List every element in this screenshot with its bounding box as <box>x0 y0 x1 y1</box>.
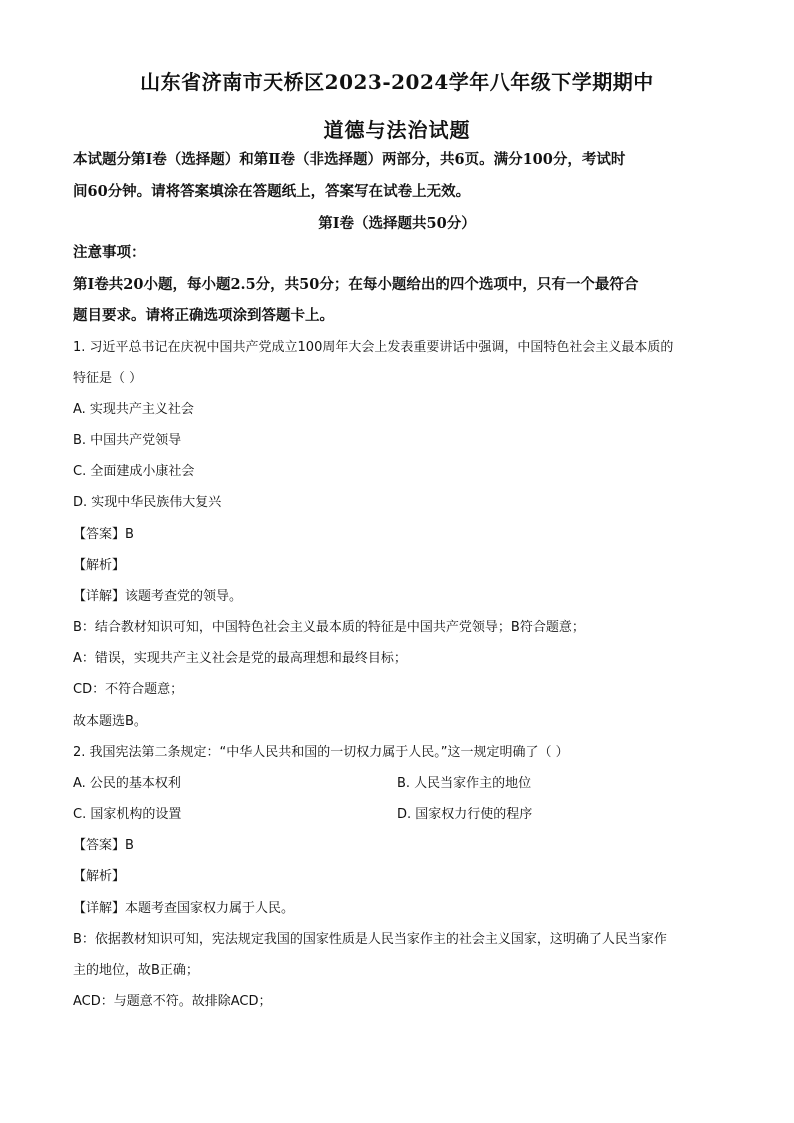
q2-option-c: C. 国家机构的设置 <box>73 807 182 822</box>
q2-explanation-1b: 主的地位，故B正确； <box>73 963 199 978</box>
exam-title: 山东省济南市天桥区2023-2024学年八年级下学期期中 <box>140 70 654 94</box>
q1-explanation-3: CD：不符合题意； <box>73 682 184 697</box>
q2-option-b: B. 人民当家作主的地位 <box>397 776 532 791</box>
q1-option-c: C. 全面建成小康社会 <box>73 464 195 479</box>
q2-analysis-label: 【解析】 <box>73 869 126 884</box>
intro-line-2: 间60分钟。请将答案填涂在答题纸上，答案写在试卷上无效。 <box>73 183 471 200</box>
q2-detail: 【详解】本题考查国家权力属于人民。 <box>73 901 295 916</box>
notice-label: 注意事项： <box>73 244 146 261</box>
intro-line-1: 本试题分第Ⅰ卷（选择题）和第Ⅱ卷（非选择题）两部分，共6页。满分100分，考试时 <box>73 151 626 168</box>
q2-answer: 【答案】B <box>73 838 134 853</box>
q2-option-d: D. 国家权力行使的程序 <box>397 807 533 822</box>
q1-stem-line-1: 1. 习近平总书记在庆祝中国共产党成立100周年大会上发表重要讲话中强调，中国特色社会主义最本质的 <box>73 340 674 355</box>
q1-conclusion: 故本题选B。 <box>73 714 147 729</box>
q1-option-d: D. 实现中华民族伟大复兴 <box>73 495 222 510</box>
part1-heading: 第Ⅰ卷（选择题共50分） <box>318 215 476 232</box>
q2-explanation-1a: B：依据教材知识可知，宪法规定我国的国家性质是人民当家作主的社会主义国家，这明确了人民当家作 <box>73 932 667 947</box>
q1-explanation-2: A：错误，实现共产主义社会是党的最高理想和最终目标； <box>73 651 407 666</box>
notice-line-1: 第Ⅰ卷共20小题，每小题2.5分，共50分；在每小题给出的四个选项中，只有一个最符合 <box>73 276 639 293</box>
q1-analysis-label: 【解析】 <box>73 558 126 573</box>
q1-answer: 【答案】B <box>73 527 134 542</box>
q1-option-a: A. 实现共产主义社会 <box>73 402 194 417</box>
exam-subtitle: 道德与法治试题 <box>323 118 471 142</box>
q2-explanation-2: ACD：与题意不符。故排除ACD； <box>73 994 272 1009</box>
q2-stem: 2. 我国宪法第二条规定：“中华人民共和国的一切权力属于人民。”这一规定明确了（ ） <box>73 745 569 760</box>
q1-option-b: B. 中国共产党领导 <box>73 433 182 448</box>
q1-detail: 【详解】该题考查党的领导。 <box>73 589 243 604</box>
q2-option-a: A. 公民的基本权利 <box>73 776 181 791</box>
notice-line-2: 题目要求。请将正确选项涂到答题卡上。 <box>73 307 334 324</box>
q1-stem-line-2: 特征是（ ） <box>73 371 143 386</box>
q1-explanation-1: B：结合教材知识可知，中国特色社会主义最本质的特征是中国共产党领导；B符合题意； <box>73 620 585 635</box>
